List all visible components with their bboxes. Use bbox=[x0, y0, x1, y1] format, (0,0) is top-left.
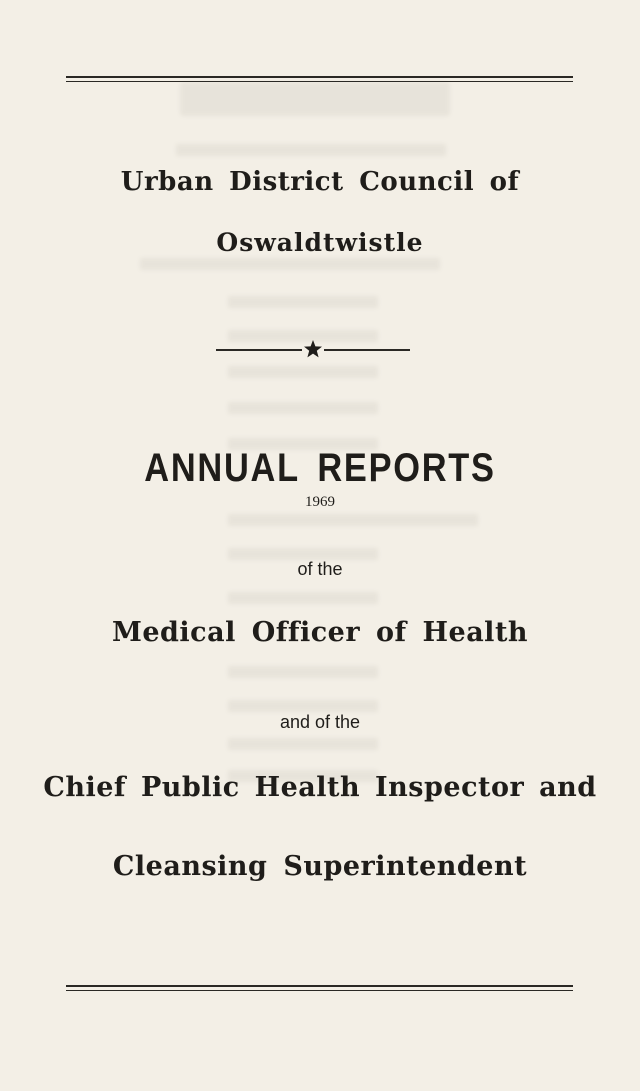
ornament-left-line bbox=[216, 349, 302, 351]
council-name-line: Urban District Council of bbox=[120, 167, 520, 197]
bottom-double-rule bbox=[66, 985, 573, 991]
of-the-text: of the bbox=[297, 559, 343, 579]
cleansing-superintendent-line: Cleansing Superintendent bbox=[112, 851, 528, 882]
top-double-rule bbox=[66, 76, 573, 82]
medical-officer-line: Medical Officer of Health bbox=[111, 617, 529, 648]
star-icon bbox=[303, 339, 323, 359]
and-of-the-text: and of the bbox=[279, 712, 361, 732]
chief-inspector-line: Chief Public Health Inspector and bbox=[43, 772, 597, 803]
council-town-line: Oswaldtwistle bbox=[216, 228, 424, 257]
report-year: 1969 bbox=[305, 494, 335, 510]
report-heading: ANNUAL REPORTS bbox=[144, 446, 496, 490]
star-ornament-divider bbox=[216, 339, 410, 359]
ornament-right-line bbox=[324, 349, 410, 351]
